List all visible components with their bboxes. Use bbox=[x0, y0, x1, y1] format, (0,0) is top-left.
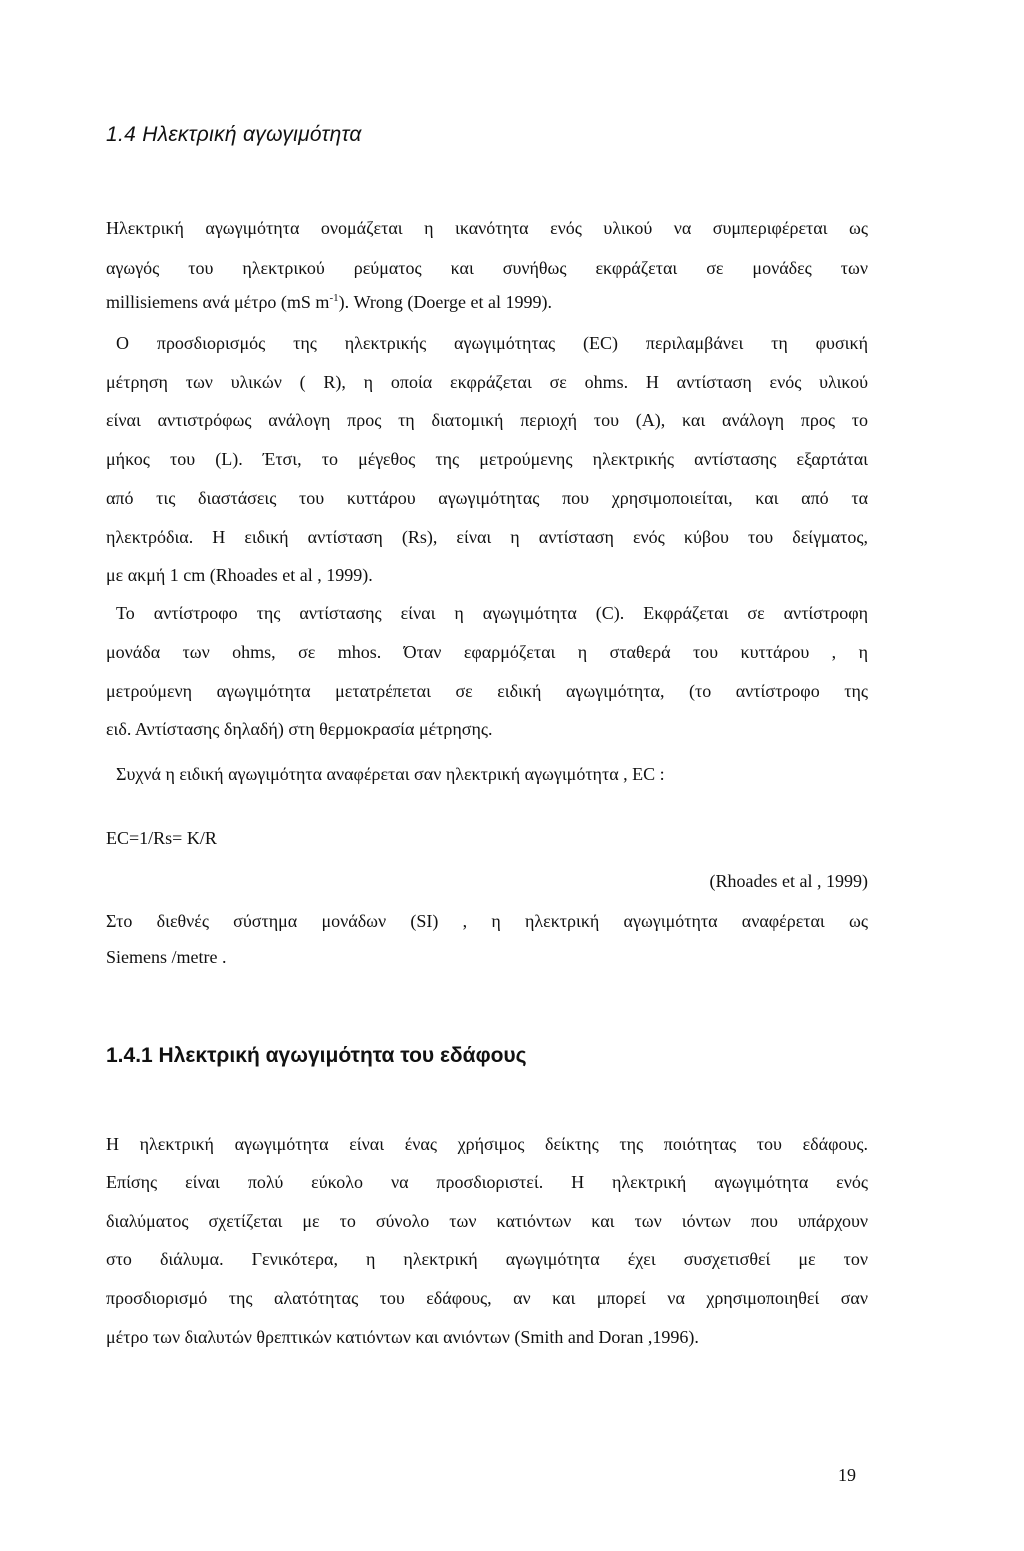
paragraph-line: Το αντίστροφο της αντίστασης είναι η αγωγιμότητα (C). Εκφράζεται σε αντίστροφη bbox=[116, 603, 868, 623]
paragraph-line: διαλύματος σχετίζεται με το σύνολο των κατιόντων και των ιόντων που υπάρχουν bbox=[106, 1211, 868, 1231]
formula: EC=1/Rs= K/R bbox=[106, 828, 217, 848]
paragraph-line: ειδ. Αντίστασης δηλαδή) στη θερμοκρασία μέτρησης. bbox=[106, 719, 493, 739]
paragraph-line: μετρούμενη αγωγιμότητα μετατρέπεται σε ειδική αγωγιμότητα, (το αντίστροφο της bbox=[106, 681, 868, 701]
paragraph-line: Ηλεκτρική αγωγιμότητα ονομάζεται η ικανότητα ενός υλικού να συμπεριφέρεται ως bbox=[106, 218, 868, 238]
paragraph-line: στο διάλυμα. Γενικότερα, η ηλεκτρική αγωγιμότητα έχει συσχετισθεί με τον bbox=[106, 1249, 868, 1269]
paragraph-line: προσδιορισμό της αλατότητας του εδάφους, αν και μπορεί να χρησιμοποιηθεί σαν bbox=[106, 1288, 868, 1308]
page-number: 19 bbox=[838, 1465, 856, 1485]
section-heading: 1.4 Ηλεκτρική αγωγιμότητα bbox=[106, 123, 362, 146]
units-line bbox=[106, 290, 868, 314]
paragraph-line: είναι αντιστρόφως ανάλογη προς τη διατομική περιοχή του (A), και ανάλογη προς το bbox=[106, 410, 868, 430]
paragraph-line: μέτρηση των υλικών ( R), η οποία εκφράζεται σε ohms. Η αντίσταση ενός υλικού bbox=[106, 372, 868, 392]
paragraph-line: από τις διαστάσεις του κυττάρου αγωγιμότητας που χρησιμοποιείται, και από τα bbox=[106, 488, 868, 508]
paragraph-line: Ο προσδιορισμός της ηλεκτρικής αγωγιμότητας (EC) περιλαμβάνει τη φυσική bbox=[116, 333, 868, 353]
paragraph-line: αγωγός του ηλεκτρικού ρεύματος και συνήθως εκφράζεται σε μονάδες των bbox=[106, 258, 868, 278]
paragraph-line: Επίσης είναι πολύ εύκολο να προσδιοριστεί. Η ηλεκτρική αγωγιμότητα ενός bbox=[106, 1172, 868, 1192]
paragraph-line: Siemens /metre . bbox=[106, 947, 227, 967]
formula-citation: (Rhoades et al , 1999) bbox=[709, 871, 868, 891]
paragraph-line: με ακμή 1 cm (Rhoades et al , 1999). bbox=[106, 565, 373, 585]
paragraph-line: μήκος του (L). Έτσι, το μέγεθος της μετρούμενης ηλεκτρικής αντίστασης εξαρτάται bbox=[106, 449, 868, 469]
paragraph-line: Συχνά η ειδική αγωγιμότητα αναφέρεται σαν ηλεκτρική αγωγιμότητα , EC : bbox=[116, 764, 665, 784]
paragraph-line: μονάδα των ohms, σε mhos. Όταν εφαρμόζεται η σταθερά του κυττάρου , η bbox=[106, 642, 868, 662]
paragraph-line: μέτρο των διαλυτών θρεπτικών κατιόντων και ανιόντων (Smith and Doran ,1996). bbox=[106, 1327, 699, 1347]
subsection-heading: 1.4.1 Ηλεκτρική αγωγιμότητα του εδάφους bbox=[106, 1044, 527, 1067]
exponent: -1 bbox=[329, 292, 339, 304]
units-text: millisiemens ανά μέτρο (mS m bbox=[106, 292, 330, 312]
paragraph-line: Η ηλεκτρική αγωγιμότητα είναι ένας χρήσιμος δείκτης της ποιότητας του εδάφους. bbox=[106, 1134, 868, 1154]
units-text-tail: ). Wrong (Doerge et al 1999). bbox=[338, 292, 552, 312]
paragraph-line: Στο διεθνές σύστημα μονάδων (SI) , η ηλεκτρική αγωγιμότητα αναφέρεται ως bbox=[106, 911, 868, 931]
paragraph-line: ηλεκτρόδια. Η ειδική αντίσταση (Rs), είναι η αντίσταση ενός κύβου του δείγματος, bbox=[106, 527, 868, 547]
